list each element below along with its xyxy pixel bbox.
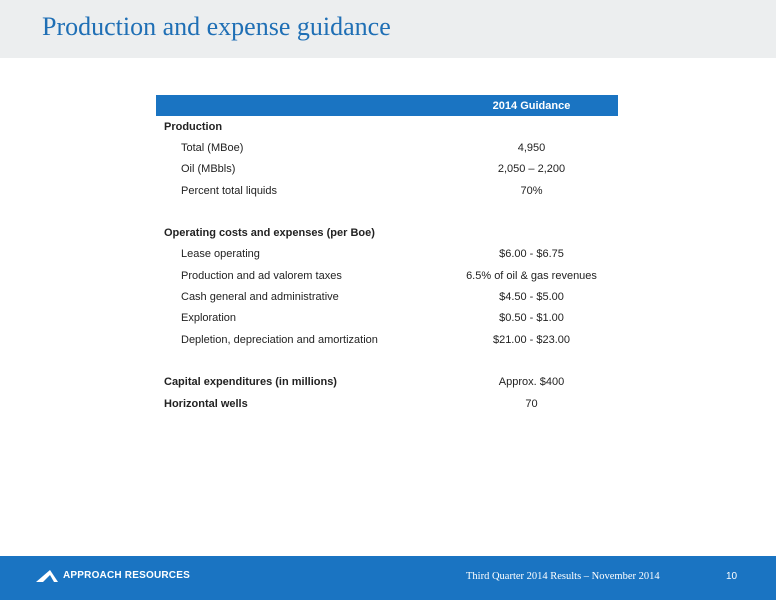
- table-header-blank: [156, 95, 445, 116]
- table-row: [156, 286, 618, 307]
- row-value: $6.00 - $6.75: [499, 248, 564, 261]
- row-value: $4.50 - $5.00: [499, 291, 564, 304]
- section-value: Approx. $400: [498, 376, 565, 389]
- page-number: 10: [726, 571, 738, 582]
- row-label: Oil (MBbls): [181, 163, 236, 176]
- section-label-operating-costs: Operating costs and expenses (per Boe): [164, 227, 375, 240]
- table-row: [156, 329, 618, 350]
- row-value: 70%: [520, 184, 543, 197]
- table-row: [156, 244, 618, 265]
- guidance-table-container: [156, 95, 618, 414]
- table-row: [156, 180, 618, 201]
- table-row: [156, 265, 618, 286]
- table-header-row: [156, 95, 618, 116]
- table-row: [156, 393, 618, 414]
- table-row: [156, 137, 618, 158]
- section-value: 70: [525, 397, 538, 410]
- section-label-capex: Capital expenditures (in millions): [164, 376, 337, 389]
- table-row: [156, 159, 618, 180]
- company-logo-icon: [36, 570, 58, 582]
- section-label-production: Production: [164, 120, 223, 133]
- row-label: Production and ad valorem taxes: [181, 269, 342, 282]
- section-value: [445, 116, 618, 137]
- footer-caption: Third Quarter 2014 Results – November 2014: [466, 571, 660, 582]
- row-label: Total (MBoe): [181, 141, 244, 154]
- row-label: Percent total liquids: [181, 184, 277, 197]
- spacer-row: [156, 350, 618, 371]
- row-value: $21.00 - $23.00: [492, 333, 571, 346]
- company-name: APPROACH RESOURCES: [63, 570, 190, 581]
- row-value: 4,950: [517, 141, 546, 154]
- table-row: [156, 116, 618, 137]
- row-value: 2,050 – 2,200: [497, 163, 566, 176]
- guidance-table: [156, 95, 618, 414]
- section-label-horizontal-wells: Horizontal wells: [164, 397, 248, 410]
- spacer-row: [156, 201, 618, 222]
- table-row: [156, 372, 618, 393]
- slide-title: Production and expense guidance: [42, 12, 391, 41]
- row-label: Depletion, depreciation and amortization: [181, 333, 378, 346]
- row-label: Exploration: [181, 312, 237, 325]
- footer-band: [0, 556, 776, 600]
- table-row: [156, 222, 618, 243]
- row-value: 6.5% of oil & gas revenues: [466, 269, 597, 282]
- row-label: Lease operating: [181, 248, 260, 261]
- table-header-guidance: 2014 Guidance: [445, 95, 618, 116]
- row-label: Cash general and administrative: [181, 291, 339, 304]
- row-value: $0.50 - $1.00: [499, 312, 564, 325]
- section-value: [445, 222, 618, 243]
- table-row: [156, 308, 618, 329]
